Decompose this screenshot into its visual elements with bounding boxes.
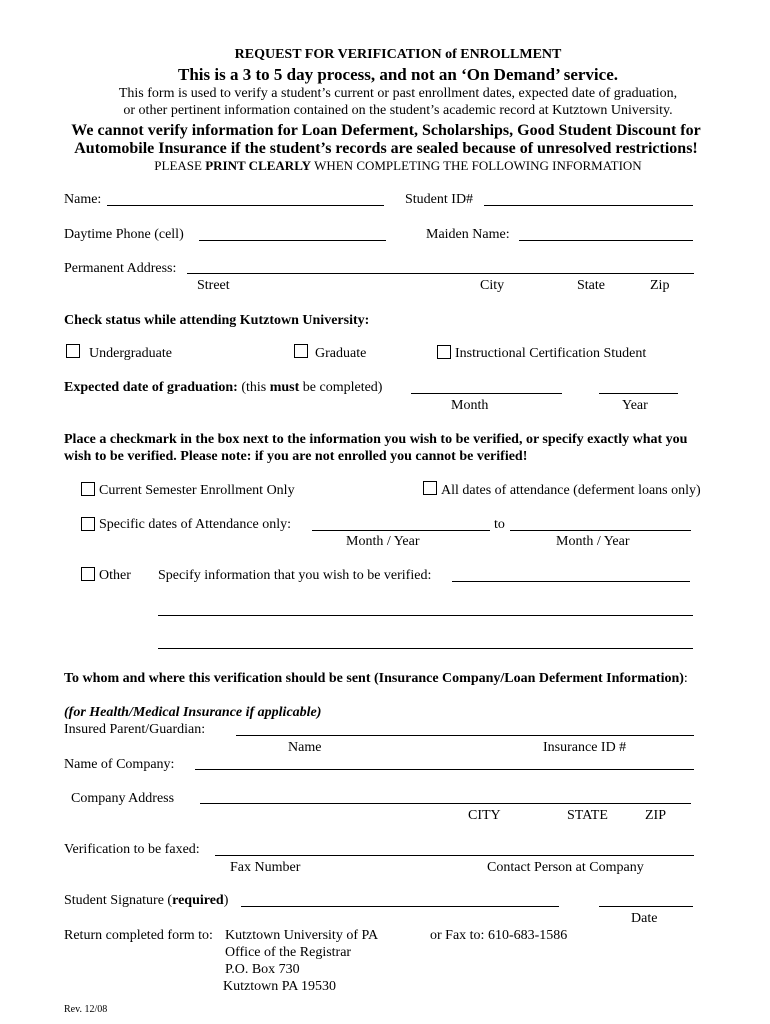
warning-line1: We cannot verify information for Loan Deferment, Scholarships, Good Student Discount for: [71, 122, 701, 139]
company-address-field[interactable]: [200, 803, 691, 804]
graduate-label: Graduate: [315, 346, 367, 361]
graduation-year-caption: Year: [622, 398, 648, 413]
return-address-line1: Kutztown University of PA: [225, 928, 379, 943]
print-prefix: PLEASE: [154, 158, 206, 173]
form-subtitle: This is a 3 to 5 day process, and not an ‘On Demand’ service.: [178, 65, 618, 84]
maiden-name-field[interactable]: [519, 240, 693, 241]
address-field[interactable]: [187, 273, 694, 274]
phone-number-field[interactable]: [249, 240, 386, 241]
street-caption: Street: [197, 278, 230, 293]
city-caption: City: [480, 278, 505, 293]
specific-dates-to-field[interactable]: [510, 530, 691, 531]
company-city-caption: CITY: [468, 808, 501, 823]
current-semester-checkbox[interactable]: [81, 482, 95, 496]
name-label: Name:: [64, 192, 102, 207]
undergraduate-label: Undergraduate: [89, 346, 172, 361]
specify-field-2[interactable]: [158, 615, 693, 616]
signature-date-field[interactable]: [599, 906, 693, 907]
certification-checkbox[interactable]: [437, 345, 451, 359]
print-clearly-note: [0, 158, 770, 173]
phone-area-code-field[interactable]: [199, 240, 249, 241]
graduation-month-field[interactable]: [411, 393, 562, 394]
graduation-date-label: [64, 380, 382, 396]
return-fax: or Fax to: 610-683-1586: [430, 928, 568, 943]
fax-number-caption: Fax Number: [230, 860, 301, 875]
signature-label: [64, 893, 228, 909]
other-label: Other: [99, 568, 131, 583]
specific-dates-to: to: [494, 517, 505, 532]
graduation-label-must: must: [269, 380, 300, 395]
insured-label: Insured Parent/Guardian:: [64, 722, 206, 737]
form-description-line2: or other pertinent information contained on the student’s academic record at Kutztown University.: [123, 103, 673, 118]
graduation-label-bold: Expected date of graduation:: [64, 380, 238, 395]
warning-line2: Automobile Insurance if the student’s records are sealed because of unresolved restrictions!: [74, 140, 698, 157]
student-id-field[interactable]: [484, 205, 693, 206]
signature-label-pre: Student Signature (: [64, 893, 173, 908]
graduation-label-post: be completed): [299, 380, 383, 395]
zip-caption: Zip: [650, 278, 670, 293]
signature-label-required: required: [172, 893, 224, 908]
maiden-name-label: Maiden Name:: [426, 227, 510, 242]
insured-name-caption: Name: [288, 740, 322, 755]
return-address-line2: Office of the Registrar: [225, 945, 352, 960]
certification-label: Instructional Certification Student: [455, 346, 647, 361]
address-label: Permanent Address:: [64, 261, 177, 276]
other-checkbox[interactable]: [81, 567, 95, 581]
company-state-caption: STATE: [567, 808, 608, 823]
verification-instructions-line2: wish to be verified. Please note: if you are not enrolled you cannot be verified!: [64, 449, 528, 464]
specific-dates-from-field[interactable]: [312, 530, 490, 531]
recipient-heading-colon: :: [683, 671, 688, 686]
specific-dates-checkbox[interactable]: [81, 517, 95, 531]
return-address-line4: Kutztown PA 19530: [223, 979, 337, 994]
specify-field-3[interactable]: [158, 648, 693, 649]
student-id-label: Student ID#: [405, 192, 474, 207]
specify-label: Specify information that you wish to be verified:: [158, 568, 432, 583]
to-month-year-caption: Month / Year: [556, 534, 630, 549]
specify-field-1[interactable]: [452, 581, 690, 582]
company-name-label: Name of Company:: [64, 757, 175, 772]
current-semester-label: Current Semester Enrollment Only: [99, 483, 295, 498]
verification-instructions-line1: Place a checkmark in the box next to the information you wish to be verified, or specify exactly what you: [64, 432, 688, 447]
print-suffix: WHEN COMPLETING THE FOLLOWING INFORMATION: [311, 158, 642, 173]
name-field[interactable]: [107, 205, 384, 206]
company-zip-caption: ZIP: [645, 808, 666, 823]
form-title: REQUEST FOR VERIFICATION of ENROLLMENT: [234, 47, 562, 62]
signature-date-caption: Date: [631, 911, 658, 926]
recipient-heading-text: To whom and where this verification should be sent (Insurance Company/Loan Deferment Information): [64, 671, 684, 686]
recipient-heading: [64, 671, 688, 687]
company-name-field[interactable]: [195, 769, 694, 770]
form-description-line1: This form is used to verify a student’s current or past enrollment dates, expected date of graduation,: [118, 86, 678, 101]
fax-field[interactable]: [215, 855, 694, 856]
graduation-label-pre: (this: [237, 380, 270, 395]
from-month-year-caption: Month / Year: [346, 534, 420, 549]
graduation-year-field[interactable]: [599, 393, 678, 394]
insurance-id-caption: Insurance ID #: [543, 740, 627, 755]
state-caption: State: [577, 278, 605, 293]
fax-label: Verification to be faxed:: [64, 842, 200, 857]
phone-label: Daytime Phone (cell): [64, 227, 184, 242]
revision-note: Rev. 12/08: [64, 1004, 108, 1015]
print-bold: PRINT CLEARLY: [205, 158, 312, 173]
return-label: Return completed form to:: [64, 928, 213, 943]
all-dates-checkbox[interactable]: [423, 481, 437, 495]
signature-field[interactable]: [241, 906, 559, 907]
graduate-checkbox[interactable]: [294, 344, 308, 358]
all-dates-label: All dates of attendance (deferment loans only): [441, 483, 701, 498]
graduation-month-caption: Month: [451, 398, 489, 413]
undergraduate-checkbox[interactable]: [66, 344, 80, 358]
company-address-label: Company Address: [71, 791, 175, 806]
specific-dates-label: Specific dates of Attendance only:: [99, 517, 292, 532]
status-heading: Check status while attending Kutztown University:: [64, 313, 370, 328]
health-note: (for Health/Medical Insurance if applicable): [64, 705, 322, 720]
contact-person-caption: Contact Person at Company: [487, 860, 644, 875]
insured-field[interactable]: [236, 735, 694, 736]
return-address-line3: P.O. Box 730: [225, 962, 300, 977]
signature-label-post: ): [223, 893, 229, 908]
